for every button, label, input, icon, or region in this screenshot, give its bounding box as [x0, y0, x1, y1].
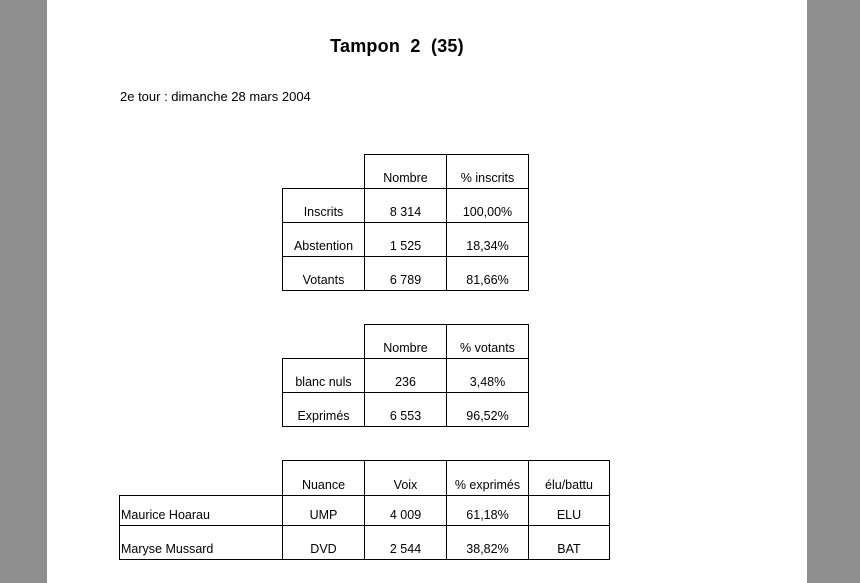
cell-pct: 61,18%: [447, 496, 529, 526]
row-label: Abstention: [283, 223, 365, 257]
cell-result: ELU: [529, 496, 610, 526]
header-cell: % votants: [447, 325, 529, 359]
cell-nombre: 6 789: [365, 257, 447, 291]
cell-nombre: 1 525: [365, 223, 447, 257]
cell-pct: 3,48%: [447, 359, 529, 393]
header-cell: % exprimés: [447, 461, 529, 496]
header-cell: % inscrits: [447, 155, 529, 189]
document-page: [47, 0, 807, 583]
empty-cell: [283, 155, 365, 189]
table-row: [283, 393, 529, 427]
cell-nombre: 6 553: [365, 393, 447, 427]
page-subtitle: 2e tour : dimanche 28 mars 2004: [120, 89, 311, 104]
header-cell: Nombre: [365, 325, 447, 359]
row-label: Exprimés: [283, 393, 365, 427]
cell-pct: 18,34%: [447, 223, 529, 257]
cell-pct: 100,00%: [447, 189, 529, 223]
cell-result: BAT: [529, 526, 610, 560]
row-label: Inscrits: [283, 189, 365, 223]
candidate-name: Maryse Mussard: [120, 526, 283, 560]
table-row: [283, 257, 529, 291]
cell-pct: 96,52%: [447, 393, 529, 427]
header-cell: Nuance: [283, 461, 365, 496]
header-cell: Nombre: [365, 155, 447, 189]
cell-nuance: UMP: [283, 496, 365, 526]
table-header-row: [283, 155, 529, 189]
cell-pct: 81,66%: [447, 257, 529, 291]
table-row: [120, 496, 610, 526]
table-row: [283, 189, 529, 223]
cell-nombre: 236: [365, 359, 447, 393]
row-label: Votants: [283, 257, 365, 291]
page-title: Tampon 2 (35): [330, 36, 464, 56]
table-header-row: [120, 461, 610, 496]
candidate-name: Maurice Hoarau: [120, 496, 283, 526]
cell-nombre: 8 314: [365, 189, 447, 223]
header-cell: élu/battu: [529, 461, 610, 496]
table-header-row: [283, 325, 529, 359]
empty-cell: [283, 325, 365, 359]
cell-pct: 38,82%: [447, 526, 529, 560]
votes-table: [282, 324, 529, 427]
candidates-table: [119, 460, 610, 560]
header-cell: Voix: [365, 461, 447, 496]
row-label: blanc nuls: [283, 359, 365, 393]
table-row: [283, 359, 529, 393]
cell-voix: 4 009: [365, 496, 447, 526]
participation-table: [282, 154, 529, 291]
cell-nuance: DVD: [283, 526, 365, 560]
table-row: [120, 526, 610, 560]
cell-voix: 2 544: [365, 526, 447, 560]
empty-cell: [120, 461, 283, 496]
table-row: [283, 223, 529, 257]
